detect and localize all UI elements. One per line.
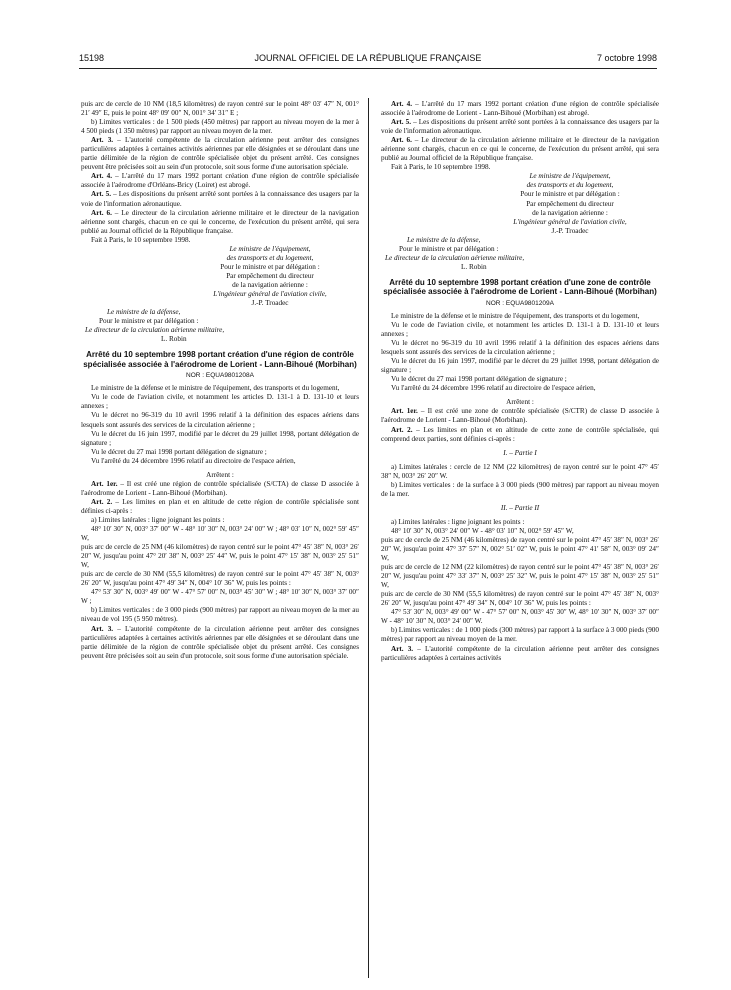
arretent-heading: Arrêtent :: [206, 470, 234, 479]
visa: Vu le décret no 96-319 du 10 avril 1996 relatif à la définition des espaces aériens dans lesquels sont assurés des services de la circulation aérienne ;: [81, 411, 359, 429]
article-6: [81, 209, 359, 236]
article-label: Art. 4.: [91, 172, 113, 181]
article-label: Art. 3.: [91, 136, 114, 145]
signature-line: Le ministre de l'équipement,: [229, 244, 311, 253]
paragraph: puis arc de cercle de 25 NM (46 kilomètres) de rayon centré sur le point 47° 45′ 38″ N, 003° 26′ 20″ W, jusqu'au point 47° 20′ 38″ N, 003° 25′ 44″ W, puis le point 47° 15′ 38″ N, 003° 25′ 51″ W,: [81, 543, 359, 570]
article-text: – Il est créé une zone de contrôle spécialisée (S/CTR) de classe D associée à l'aérodrome de Lorient - Lann-Bihoué (Morbihan).: [381, 407, 660, 425]
header-rule: [79, 68, 657, 69]
signature-line: Par empêchement du directeur: [226, 271, 314, 280]
article-3b: [81, 625, 359, 661]
article-text: – L'arrêté du 17 mars 1992 portant création d'une région de contrôle spécialisée associée à l'aérodrome de Lorient - Lann-Bihoué (Morbihan) est abrogé.: [381, 100, 659, 118]
signature-line: Le ministre de la défense,: [407, 235, 481, 244]
signature-line: L'ingénieur général de l'aviation civile,: [213, 289, 327, 298]
article-2: [81, 498, 359, 516]
paragraph: b) Limites verticales : de 1 500 pieds (450 mètres) par rapport au niveau moyen de la mer à 4 500 pieds (1 350 mètres) par rapport au niveau moyen de la mer.: [81, 118, 359, 136]
signature-line: de la navigation aérienne :: [232, 280, 308, 289]
article-label: Art. 3.: [391, 644, 414, 653]
article-6: [381, 136, 659, 163]
signature-line: Pour le ministre et par délégation :: [399, 244, 499, 253]
paragraph: b) Limites verticales : de 1 000 pieds (300 mètres) par rapport à la surface à 3 000 pieds (900 mètres) par rapport au niveau moyen de la mer.: [381, 626, 659, 644]
left-column: [81, 100, 359, 661]
page-number: 15198: [79, 53, 105, 63]
visa: Vu le décret du 27 mai 1998 portant délégation de signature ;: [91, 447, 267, 456]
signature-line: L'ingénieur général de l'aviation civile,: [513, 217, 627, 226]
signatory-name: L. Robin: [161, 335, 187, 344]
paragraph: a) Limites latérales : ligne joignant les points :: [91, 515, 225, 524]
article-label: Art. 5.: [91, 190, 112, 199]
article-text: – L'autorité compétente de la circulation aérienne peut arrêter des consignes particulières adaptées à certaines activités: [381, 644, 659, 662]
article-text: – Les limites en plan et en altitude de cette zone de contrôle spécialisée, qui comprend deux parties, sont définies ci-après :: [381, 425, 659, 443]
article-text: – Les limites en plan et en altitude de cette région de contrôle spécialisée sont définies ci-après :: [81, 497, 359, 515]
paragraph: puis arc de cercle de 12 NM (22 kilomètres) de rayon centré sur le point 47° 45′ 38″ N, 003° 26′ 20″ W, jusqu'au point 47° 33′ 37″ N, 003° 25′ 32″ W, puis le point 47° 15′ 38″ N, 003° 25′ 51″ W,: [381, 563, 659, 590]
visa: Vu le décret no 96-319 du 10 avril 1996 relatif à la définition des espaces aériens dans lesquels sont assurés des services de la circulation aérienne ;: [381, 339, 659, 357]
signature-line: de la navigation aérienne :: [532, 208, 608, 217]
article-label: Art. 1er.: [91, 479, 118, 488]
signature-line: des transports et du logement,: [226, 253, 314, 262]
article-4: [381, 100, 659, 118]
paragraph: b) Limites verticales : de 3 000 pieds (900 mètres) par rapport au niveau moyen de la mer au niveau de vol 195 (5 950 mètres).: [81, 606, 359, 624]
visa: Vu le décret du 27 mai 1998 portant délégation de signature ;: [391, 375, 567, 384]
article-5: [381, 118, 659, 136]
signature-block-defense: [85, 308, 359, 344]
decree-title: Arrêté du 10 septembre 1998 portant création d'une région de contrôle spécialisée associée à l'aérodrome de Lorient - Lann-Bihoué (Morbihan): [83, 350, 357, 369]
visa: Vu le code de l'aviation civile, et notamment les articles D. 131-1 à D. 131-10 et leurs annexes ;: [81, 393, 359, 411]
article-text: – Il est créé une région de contrôle spécialisée (S/CTA) de classe D associée à l'aérodrome de Lorient - Lann-Bihoué (Morbihan).: [81, 479, 359, 497]
article-2: [381, 426, 659, 444]
article-label: Art. 6.: [91, 208, 112, 217]
nor-reference: NOR : EQUA9801209A: [486, 299, 554, 307]
article-text: – Le directeur de la circulation aérienne militaire et le directeur de la navigation aérienne sont chargés, chacun en ce qui le concerne, de l'exécution du présent arrêté, qui sera publié au Journal officiel de la République française.: [81, 208, 359, 235]
paragraph: puis arc de cercle de 10 NM (18,5 kilomètres) de rayon centré sur le point 48° 03′ 47″ N, 001° 21′ 49″ E, puis le point 48° 09′ 00″ N, 001° 34′ 31″ E ;: [81, 100, 359, 118]
arretent-heading: Arrêtent :: [506, 398, 534, 407]
visa: Vu le décret du 16 juin 1997, modifié par le décret du 29 juillet 1998, portant délégation de signature ;: [381, 357, 659, 375]
paragraph: puis arc de cercle de 30 NM (55,5 kilomètres) de rayon centré sur le point 47° 45′ 38″ N, 003° 26′ 20″ W, jusqu'au point 47° 49′ 34″ N, 004° 10′ 36″ W, puis les points :: [81, 570, 359, 588]
article-5: [81, 190, 359, 208]
visa: Vu le décret du 16 juin 1997, modifié par le décret du 29 juillet 1998, portant délégation de signature ;: [81, 429, 359, 447]
article-label: Art. 6.: [391, 136, 412, 145]
issue-date: 7 octobre 1998: [596, 53, 657, 63]
article-3: [81, 136, 359, 172]
signature-block-defense: [385, 235, 659, 272]
article-label: Art. 1er.: [391, 407, 418, 416]
visa: Vu l'arrêté du 24 décembre 1996 relatif au directoire de l'espace aérien,: [91, 456, 296, 465]
paragraph: a) Limites latérales : ligne joignant les points :: [391, 517, 525, 526]
signatory-name: L. Robin: [461, 262, 487, 271]
right-column: [381, 100, 659, 663]
visa: Le ministre de la défense et le ministre de l'équipement, des transports et du logement,: [91, 384, 340, 393]
signature-line: Le directeur de la circulation aérienne militaire,: [385, 253, 525, 262]
paragraph: 48° 10′ 30″ N, 003° 37′ 00″ W - 48° 10′ 30″ N, 003° 24′ 00″ W ; 48° 03′ 10″ N, 002° 59′ 45″ W,: [81, 525, 359, 543]
article-label: Art. 4.: [391, 100, 413, 108]
article-text: – Les dispositions du présent arrêté sont portées à la connaissance des usagers par la voie de l'information aéronautique.: [381, 118, 659, 136]
visa: Vu l'arrêté du 24 décembre 1996 relatif au directoire de l'espace aérien,: [391, 384, 596, 393]
article-text: – L'arrêté du 17 mars 1992 portant création d'une région de contrôle spécialisée associée à l'aérodrome d'Orléans-Bricy (Loiret) est abrogé.: [81, 172, 359, 190]
signature-line: Pour le ministre et par délégation :: [99, 317, 199, 326]
part-heading: I. – Partie I: [503, 448, 537, 457]
signature-block-equipment: [481, 172, 659, 235]
decree-title: Arrêté du 10 septembre 1998 portant création d'une zone de contrôle spécialisée associée à l'aérodrome de Lorient - Lann-Bihoué (Morbihan): [383, 277, 657, 297]
article-label: Art. 3.: [91, 624, 114, 633]
nor-reference: NOR : EQUA9801208A: [186, 372, 254, 380]
signature-line: Le ministre de l'équipement,: [529, 172, 611, 181]
article-text: – Le directeur de la circulation aérienne militaire et le directeur de la navigation aérienne sont chargés, chacun en ce qui le concerne, de l'exécution du présent arrêté, qui sera publié au Journal officiel de la République française.: [381, 136, 659, 163]
visa: Vu le code de l'aviation civile, et notamment les articles D. 131-1 à D. 131-10 et leurs annexes ;: [381, 320, 659, 339]
signatory-name: J.-P. Troadec: [551, 226, 589, 235]
article-4: [81, 172, 359, 190]
journal-title: JOURNAL OFFICIEL DE LA RÉPUBLIQUE FRANÇAISE: [254, 53, 482, 63]
article-label: Art. 2.: [91, 497, 113, 506]
article-label: Art. 2.: [391, 425, 413, 434]
article-1: [81, 480, 359, 498]
signature-line: Pour le ministre et par délégation :: [520, 190, 620, 199]
signature-line: Le ministre de la défense,: [107, 308, 181, 317]
page-header: [79, 53, 657, 67]
article-3: [381, 645, 659, 663]
paragraph: 48° 10′ 30″ N, 003° 24′ 00″ W - 48° 03′ 10″ N, 002° 59′ 45″ W,: [391, 526, 574, 535]
article-text: – L'autorité compétente de la circulation aérienne peut arrêter des consignes particulières adaptées à certaines activités aériennes par elle désignées et se déroulant dans une partie délimitée de la région de contrôle spécialisée objet du présent arrêté. Ces consignes peuvent être précisées soit au sein d'un protocole, soit sous forme d'une autorisation spéciale.: [81, 624, 359, 660]
article-1: [381, 407, 659, 425]
signatory-name: J.-P. Troadec: [251, 299, 289, 308]
paragraph: 47° 53′ 30″ N, 003° 49′ 00″ W - 47° 57′ 00″ N, 003° 45′ 30″ W, 48° 10′ 30″ N, 003° 37′ 00″ W - 48° 10′ 30″ N, 003° 24′ 00″ W.: [381, 608, 659, 626]
paragraph: puis arc de cercle de 25 NM (46 kilomètres) de rayon centré sur le point 47° 45′ 38″ N, 003° 26′ 20″ W, jusqu'au point 47° 37′ 57″ N, 002° 51′ 02″ W, puis le point 47° 41′ 58″ N, 003° 09′ 24″ W,: [381, 535, 659, 563]
signature-line: Le directeur de la circulation aérienne militaire,: [85, 326, 225, 335]
signature-line: Pour le ministre et par délégation :: [220, 262, 320, 271]
visa: Le ministre de la défense et le ministre de l'équipement, des transports et du logement,: [391, 311, 640, 320]
signature-line: des transports et du logement,: [526, 181, 614, 190]
paragraph: b) Limites verticales : de la surface à 3 000 pieds (900 mètres) par rapport au niveau moyen de la mer.: [381, 480, 659, 498]
paragraph: puis arc de cercle de 30 NM (55,5 kilomètres) de rayon centré sur le point 47° 45′ 38″ N, 003° 26′ 20″ W, jusqu'au point 47° 49′ 34″ N, 004° 10′ 36″ W, puis les points :: [381, 590, 659, 608]
column-divider: [368, 98, 369, 978]
signature-block-equipment: [181, 245, 359, 308]
paragraph: a) Limites latérales : cercle de 12 NM (22 kilomètres) de rayon centré sur le point 47° 45′ 38″ N, 003° 26′ 20″ W.: [381, 462, 659, 480]
article-text: – L'autorité compétente de la circulation aérienne peut arrêter des consignes particulières adaptées à certaines activités aériennes par elle désignées et se déroulant dans une partie délimitée de la région de contrôle spécialisée objet du présent arrêté. Ces consignes peuvent être précisées soit au sein d'un protocole, soit sous forme d'une autorisation spéciale.: [81, 136, 359, 172]
paragraph: 47° 53′ 30″ N, 003° 49′ 00″ W - 47° 57′ 00″ N, 003° 45′ 30″ W ; 48° 10′ 30″ N, 003° 37′ 00″ W ;: [81, 588, 359, 606]
signature-line: Par empêchement du directeur: [526, 199, 614, 208]
article-label: Art. 5.: [391, 118, 412, 127]
article-text: – Les dispositions du présent arrêté sont portées à la connaissance des usagers par la voie de l'information aéronautique.: [81, 190, 359, 208]
signature-place-date: Fait à Paris, le 10 septembre 1998.: [391, 163, 491, 172]
part-heading: II. – Partie II: [500, 503, 540, 512]
signature-place-date: Fait à Paris, le 10 septembre 1998.: [91, 235, 191, 244]
